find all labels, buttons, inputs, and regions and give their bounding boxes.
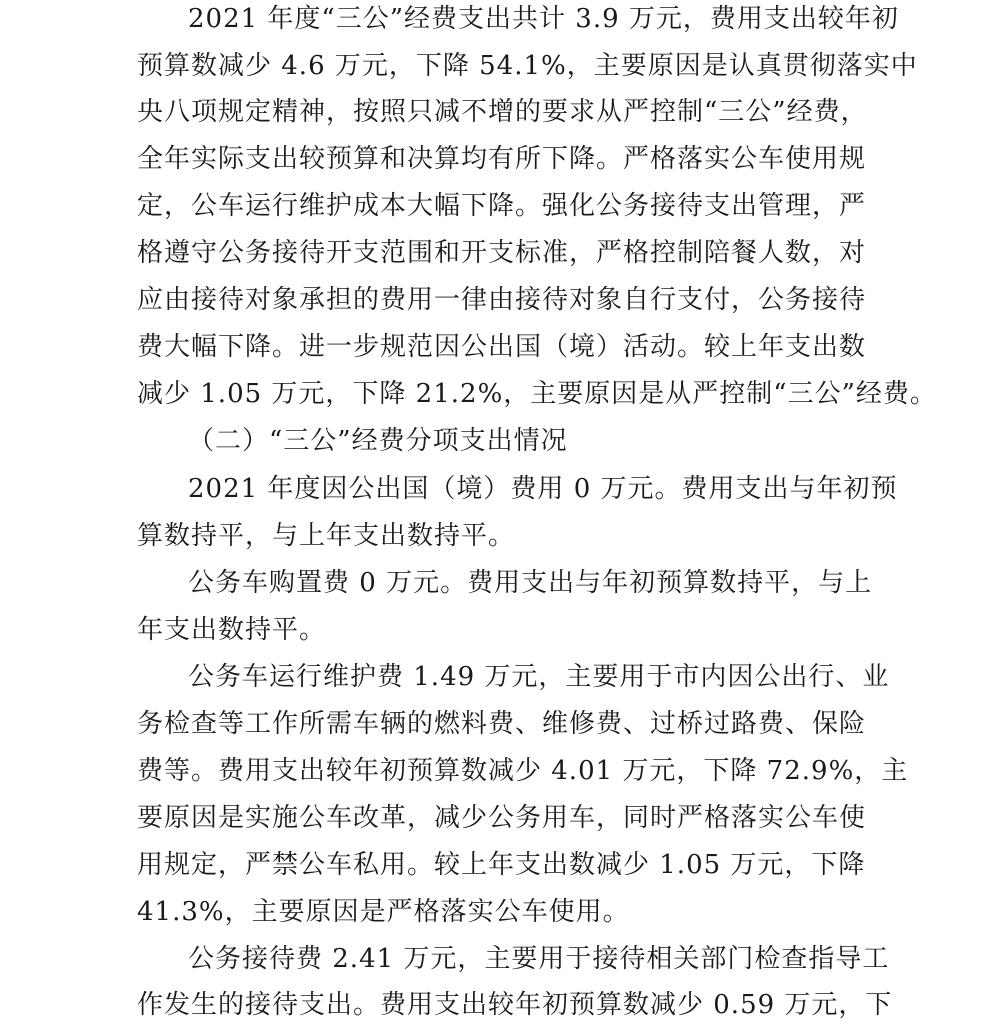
- text-line: 费等。费用支出较年初预算数减少 4.01 万元，下降 72.9%，主: [137, 756, 909, 786]
- text-line: 2021 年度因公出国（境）费用 0 万元。费用支出与年初预: [188, 474, 898, 504]
- text-line: 公务车购置费 0 万元。费用支出与年初预算数持平，与上: [188, 568, 873, 598]
- text-line: 减少 1.05 万元，下降 21.2%，主要原因是从严控制“三公”经费。: [137, 379, 937, 409]
- text-line: 全年实际支出较预算和决算均有所下降。严格落实公车使用规: [137, 144, 867, 174]
- text-line: 格遵守公务接待开支范围和开支标准，严格控制陪餐人数，对: [137, 238, 867, 268]
- text-line: 年支出数持平。: [137, 615, 327, 645]
- text-line: 作发生的接待支出。费用支出较年初预算数减少 0.59 万元，下: [137, 990, 893, 1020]
- text-line: 用规定，严禁公车私用。较上年支出数减少 1.05 万元，下降: [137, 850, 866, 880]
- text-line: 务检查等工作所需车辆的燃料费、维修费、过桥过路费、保险: [137, 709, 867, 739]
- text-line: 2021 年度“三公”经费支出共计 3.9 万元，费用支出较年初: [188, 4, 899, 34]
- section-heading: （二）“三公”经费分项支出情况: [188, 426, 568, 456]
- text-line: 央八项规定精神，按照只减不增的要求从严控制“三公”经费，: [137, 97, 868, 127]
- text-line: 定，公车运行维护成本大幅下降。强化公务接待支出管理，严: [137, 191, 867, 221]
- text-line: 算数持平，与上年支出数持平。: [137, 521, 516, 551]
- text-line: 应由接待对象承担的费用一律由接待对象自行支付，公务接待: [137, 285, 867, 315]
- text-line: 公务车运行维护费 1.49 万元，主要用于市内因公出行、业: [188, 662, 890, 692]
- text-line: 要原因是实施公车改革，减少公务用车，同时严格落实公车使: [137, 803, 867, 833]
- text-line: 费大幅下降。进一步规范因公出国（境）活动。较上年支出数: [137, 332, 867, 362]
- text-line: 公务接待费 2.41 万元，主要用于接待相关部门检查指导工: [188, 944, 890, 974]
- text-line: 预算数减少 4.6 万元，下降 54.1%，主要原因是认真贯彻落实中: [137, 51, 918, 81]
- text-line: 41.3%，主要原因是严格落实公车使用。: [137, 897, 630, 927]
